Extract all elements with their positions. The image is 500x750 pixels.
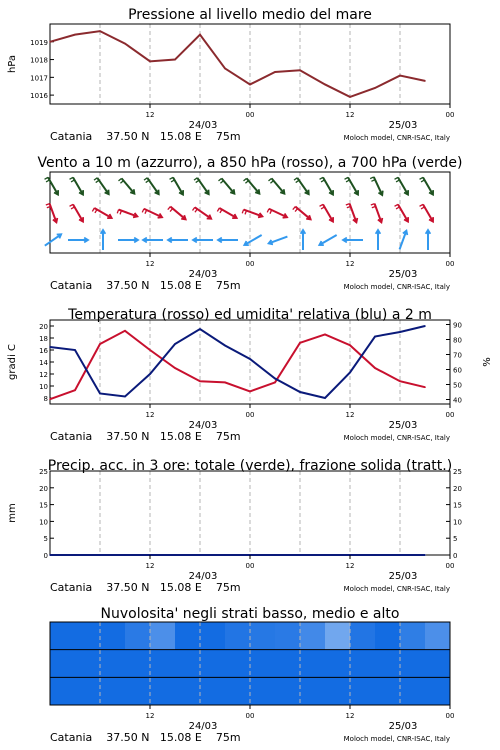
- wind-title: Vento a 10 m (azzurro), a 850 hPa (rosso), a 700 hPa (verde): [37, 155, 463, 171]
- cloud-cell: [425, 677, 451, 705]
- humidity-line-point: [74, 349, 76, 351]
- cloud-cell: [375, 650, 401, 678]
- cloud-cell: [200, 677, 226, 705]
- cloud-cell: [325, 650, 351, 678]
- wind-barb: [193, 207, 195, 210]
- precip-line-point: [424, 554, 426, 556]
- humidity-line-point: [99, 393, 101, 395]
- cloud-cell: [75, 650, 101, 678]
- temp-date-label: 25/03: [388, 420, 418, 431]
- wind-barb: [269, 178, 272, 181]
- wind-barb: [345, 177, 348, 179]
- precip-line-point: [199, 554, 201, 556]
- cloud-cell: [225, 650, 251, 678]
- humidity-line-point: [174, 343, 176, 345]
- wind-barb: [195, 209, 197, 212]
- pressure-x-tick-label: 12: [145, 111, 155, 119]
- pressure-y-label: hPa: [7, 54, 18, 74]
- cloud-cell: [150, 650, 176, 678]
- wind-barb: [45, 177, 48, 179]
- temp-y-tick-label: 8: [43, 395, 48, 403]
- precip-x-tick-label: 12: [145, 562, 155, 570]
- pressure-line-point: [399, 75, 401, 77]
- wind-barb: [245, 181, 248, 184]
- pressure-location: Catania 37.50 N 15.08 E 75m: [50, 130, 241, 143]
- cloud-cell: [375, 622, 401, 650]
- temp-x-tick-label: 12: [345, 411, 355, 419]
- wind-date-label: 24/03: [188, 269, 218, 280]
- cloud-cell: [200, 650, 226, 678]
- temp-y-tick-label: 20: [39, 323, 48, 331]
- pressure-y-tick-label: 1016: [30, 92, 48, 101]
- wind-barb: [421, 180, 424, 182]
- cloud-cell: [425, 622, 451, 650]
- wind-barb: [371, 180, 375, 182]
- temp-y-tick-label: 16: [39, 347, 48, 355]
- pressure-line-point: [74, 34, 76, 36]
- humidity-line-point: [274, 378, 276, 380]
- temperature-line-point: [74, 389, 76, 391]
- cloud-cell: [100, 650, 126, 678]
- temp-date-label: 24/03: [188, 420, 218, 431]
- cloud-x-tick-label: 00: [245, 712, 255, 720]
- cloud-cell: [100, 622, 126, 650]
- temperature-line-point: [249, 391, 251, 393]
- precip-panel: [7, 458, 462, 594]
- wind-location: Catania 37.50 N 15.08 E 75m: [50, 279, 241, 292]
- pressure-line-point: [299, 69, 301, 71]
- cloud-cell: [300, 650, 326, 678]
- temperature-line-point: [399, 380, 401, 382]
- pressure-line-point: [49, 41, 51, 43]
- precip-location: Catania 37.50 N 15.08 E 75m: [50, 581, 241, 594]
- cloud-cell: [50, 650, 76, 678]
- wind-barb: [244, 178, 247, 181]
- precip-line-point: [224, 554, 226, 556]
- cloud-cell: [400, 622, 426, 650]
- cloud-date-label: 24/03: [188, 721, 218, 732]
- temp-y-right-tick-label: 80: [453, 336, 462, 345]
- humidity-line-point: [349, 372, 351, 374]
- cloud-cell: [325, 622, 351, 650]
- wind-barb: [194, 178, 197, 180]
- cloud-cell: [125, 650, 151, 678]
- precip-y-right-tick-label: 20: [453, 484, 462, 493]
- humidity-line-point: [124, 396, 126, 398]
- cloud-cell: [50, 622, 76, 650]
- wind-barb: [294, 178, 297, 180]
- precip-y-right-tick-label: 0: [453, 552, 458, 560]
- precip-x-tick-label: 00: [445, 562, 455, 570]
- pressure-title: Pressione al livello medio del mare: [128, 7, 372, 23]
- wind-shaft: [244, 235, 261, 245]
- cloud-cell: [225, 677, 251, 705]
- wind-barb: [295, 209, 298, 212]
- precip-line-point: [99, 554, 101, 556]
- temperature-line-point: [224, 382, 226, 384]
- humidity-line-point: [199, 328, 201, 330]
- wind-barb: [346, 180, 349, 182]
- cloud-cell: [250, 622, 276, 650]
- precip-y-tick-label: 0: [43, 552, 48, 560]
- wind-barb: [395, 177, 398, 179]
- temperature-line-point: [174, 367, 176, 369]
- wind-barb: [270, 181, 273, 184]
- pressure-line-point: [149, 61, 151, 63]
- temp-y-right-tick-label: 50: [453, 381, 462, 390]
- wind-barb: [421, 207, 424, 209]
- wind-barb: [196, 180, 199, 182]
- humidity-line-point: [249, 358, 251, 360]
- cloud-cell: [325, 677, 351, 705]
- wind-barb: [267, 209, 269, 213]
- wind-barb: [117, 210, 118, 214]
- cloud-cell: [250, 677, 276, 705]
- wind-barb: [420, 204, 423, 206]
- cloud-cell: [125, 677, 151, 705]
- precip-y-tick-label: 20: [39, 484, 48, 493]
- wind-barb: [70, 204, 73, 206]
- humidity-line-point: [224, 345, 226, 347]
- temperature-line-point: [99, 343, 101, 345]
- cloud-cell: [350, 622, 376, 650]
- cloud-cell: [425, 650, 451, 678]
- temp-y-tick-label: 18: [39, 335, 48, 343]
- wind-barb: [217, 208, 219, 211]
- precip-line-point: [274, 554, 276, 556]
- pressure-line-point: [249, 84, 251, 86]
- pressure-x-tick-label: 00: [445, 111, 455, 119]
- precip-y-tick-label: 5: [43, 535, 48, 544]
- cloud-cell: [100, 677, 126, 705]
- precip-line-point: [174, 554, 176, 556]
- wind-barb: [171, 180, 174, 182]
- cloud-cell: [300, 622, 326, 650]
- wind-shaft: [319, 235, 336, 245]
- pressure-panel: [7, 7, 454, 143]
- temp-y-tick-label: 12: [39, 371, 48, 379]
- humidity-line-point: [374, 336, 376, 338]
- temp-y-tick-label: 14: [39, 359, 48, 367]
- cloud-cell: [350, 650, 376, 678]
- pressure-date-label: 24/03: [188, 120, 218, 131]
- cloud-x-tick-label: 00: [445, 712, 455, 720]
- cloud-cell: [125, 622, 151, 650]
- pressure-credit: Moloch model, CNR-ISAC, Italy: [343, 134, 450, 142]
- temp-x-tick-label: 00: [245, 411, 255, 419]
- precip-y-tick-label: 25: [39, 468, 48, 476]
- temp-title: Temperatura (rosso) ed umidita' relativa (blu) a 2 m: [68, 307, 432, 323]
- temperature-line-point: [349, 344, 351, 346]
- temp-y-right-tick-label: 70: [453, 351, 462, 360]
- pressure-line-point: [374, 87, 376, 89]
- pressure-line: [50, 31, 425, 97]
- wind-date-label: 25/03: [388, 269, 418, 280]
- cloud-cell: [175, 650, 201, 678]
- wind-barb: [220, 210, 222, 213]
- precip-title: Precip. acc. in 3 ore: totale (verde), frazione solida (tratt.): [47, 458, 453, 474]
- wind-panel: [37, 155, 462, 292]
- pressure-y-tick-label: 1017: [30, 74, 48, 83]
- temp-location: Catania 37.50 N 15.08 E 75m: [50, 430, 241, 443]
- temp-y-right-tick-label: 40: [453, 396, 462, 405]
- precip-date-label: 25/03: [388, 571, 418, 582]
- wind-barb: [119, 178, 122, 181]
- wind-x-tick-label: 00: [245, 260, 255, 268]
- pressure-line-point: [224, 68, 226, 70]
- cloud-cell: [175, 622, 201, 650]
- cloud-cell: [225, 622, 251, 650]
- cloud-credit: Moloch model, CNR-ISAC, Italy: [343, 735, 450, 743]
- precip-line-point: [49, 554, 51, 556]
- wind-x-tick-label: 12: [345, 260, 355, 268]
- temp-y-right-tick-label: 60: [453, 366, 462, 375]
- cloud-cell: [250, 650, 276, 678]
- wind-barb: [396, 180, 399, 182]
- precip-line-point: [399, 554, 401, 556]
- wind-barb: [296, 180, 299, 182]
- temp-x-tick-label: 00: [445, 411, 455, 419]
- wind-barb: [270, 210, 272, 214]
- pressure-x-tick-label: 00: [245, 111, 255, 119]
- temperature-line: [50, 331, 425, 399]
- temperature-line-point: [374, 367, 376, 369]
- precip-line-point: [299, 554, 301, 556]
- pressure-line-point: [274, 71, 276, 73]
- humidity-line-point: [299, 391, 301, 393]
- cloud-cell: [350, 677, 376, 705]
- temperature-line-point: [199, 380, 201, 382]
- temp-x-tick-label: 12: [145, 411, 155, 419]
- wind-barb: [146, 180, 149, 182]
- cloud-date-label: 25/03: [388, 721, 418, 732]
- pressure-line-point: [174, 59, 176, 61]
- pressure-y-tick-label: 1018: [30, 56, 48, 65]
- wind-shaft: [45, 234, 61, 245]
- wind-barb: [71, 180, 74, 182]
- precip-x-tick-label: 12: [345, 562, 355, 570]
- humidity-line-point: [399, 331, 401, 333]
- wind-x-tick-label: 12: [145, 260, 155, 268]
- cloud-title: Nuvolosita' negli strati basso, medio e alto: [100, 606, 400, 622]
- cloud-cell: [275, 650, 301, 678]
- wind-barb: [321, 180, 324, 182]
- wind-barb: [71, 207, 74, 209]
- wind-barb: [120, 181, 123, 184]
- temperature-line-point: [274, 382, 276, 384]
- cloud-cell: [75, 622, 101, 650]
- humidity-line-point: [424, 325, 426, 327]
- wind-credit: Moloch model, CNR-ISAC, Italy: [343, 283, 450, 291]
- pressure-line-point: [99, 30, 101, 32]
- wind-barb: [220, 181, 223, 184]
- wind-shaft: [195, 207, 211, 218]
- precip-line-point: [324, 554, 326, 556]
- cloud-x-tick-label: 12: [145, 712, 155, 720]
- temperature-line-point: [149, 349, 151, 351]
- precip-date-label: 24/03: [188, 571, 218, 582]
- cloud-cell: [150, 677, 176, 705]
- humidity-line-point: [149, 373, 151, 375]
- wind-barb: [96, 180, 99, 182]
- precip-y-right-tick-label: 15: [453, 501, 462, 510]
- cloud-cell: [75, 677, 101, 705]
- precip-line-point: [374, 554, 376, 556]
- temp-panel: [7, 307, 493, 443]
- wind-barb: [420, 177, 423, 179]
- temperature-line-point: [49, 398, 51, 400]
- temp-credit: Moloch model, CNR-ISAC, Italy: [343, 434, 450, 442]
- pressure-date-label: 25/03: [388, 120, 418, 131]
- humidity-line-point: [324, 397, 326, 399]
- pressure-line-point: [199, 34, 201, 36]
- cloud-cell: [200, 622, 226, 650]
- temperature-line-point: [424, 386, 426, 388]
- precip-x-tick-label: 00: [245, 562, 255, 570]
- wind-barb: [293, 207, 296, 210]
- wind-barb: [168, 207, 171, 210]
- wind-barb: [321, 207, 324, 209]
- wind-barb: [396, 207, 399, 209]
- pressure-line-point: [424, 80, 426, 82]
- cloud-cell: [150, 622, 176, 650]
- wind-barb: [95, 210, 97, 213]
- wind-barb: [142, 209, 144, 213]
- cloud-location: Catania 37.50 N 15.08 E 75m: [50, 731, 241, 744]
- cloud-cell: [175, 677, 201, 705]
- wind-x-tick-label: 00: [445, 260, 455, 268]
- cloud-x-tick-label: 12: [345, 712, 355, 720]
- wind-barb: [320, 204, 323, 206]
- cloud-panel: [50, 606, 454, 744]
- temp-y-label: gradi C: [7, 344, 18, 380]
- cloud-cell: [400, 677, 426, 705]
- cloud-cell: [400, 650, 426, 678]
- wind-barb: [170, 209, 173, 212]
- temp-y-tick-label: 10: [39, 383, 48, 391]
- temperature-line-point: [324, 334, 326, 336]
- temperature-line-point: [124, 330, 126, 332]
- humidity-y-label: %: [482, 357, 493, 367]
- humidity-line-point: [49, 346, 51, 348]
- wind-barb: [145, 210, 147, 214]
- pressure-line-point: [124, 43, 126, 45]
- pressure-x-tick-label: 12: [345, 111, 355, 119]
- wind-barb: [70, 177, 73, 179]
- wind-barb: [94, 178, 97, 180]
- precip-y-tick-label: 15: [39, 501, 48, 510]
- cloud-cell: [50, 677, 76, 705]
- pressure-line-point: [324, 84, 326, 86]
- cloud-cell: [275, 622, 301, 650]
- temp-y-right-tick-label: 90: [453, 321, 462, 330]
- precip-line-point: [124, 554, 126, 556]
- precip-credit: Moloch model, CNR-ISAC, Italy: [343, 585, 450, 593]
- wind-barb: [395, 204, 398, 206]
- precip-y-right-tick-label: 25: [453, 468, 462, 476]
- pressure-line-point: [349, 96, 351, 98]
- temperature-line-point: [299, 342, 301, 344]
- wind-barb: [242, 210, 243, 214]
- pressure-y-tick-label: 1019: [30, 38, 48, 47]
- wind-barb: [144, 178, 147, 180]
- precip-y-label: mm: [7, 503, 18, 523]
- precip-y-right-tick-label: 5: [453, 535, 458, 544]
- cloud-cell: [300, 677, 326, 705]
- wind-barb: [219, 178, 222, 181]
- precip-y-tick-label: 10: [39, 518, 48, 527]
- wind-barb: [370, 177, 374, 179]
- wind-barb: [320, 177, 323, 179]
- wind-barb: [46, 180, 49, 182]
- wind-barb: [92, 208, 94, 211]
- cloud-cell: [275, 677, 301, 705]
- precip-y-right-tick-label: 10: [453, 518, 462, 527]
- cloud-cell: [375, 677, 401, 705]
- wind-barb: [170, 177, 173, 179]
- precip-line-point: [74, 554, 76, 556]
